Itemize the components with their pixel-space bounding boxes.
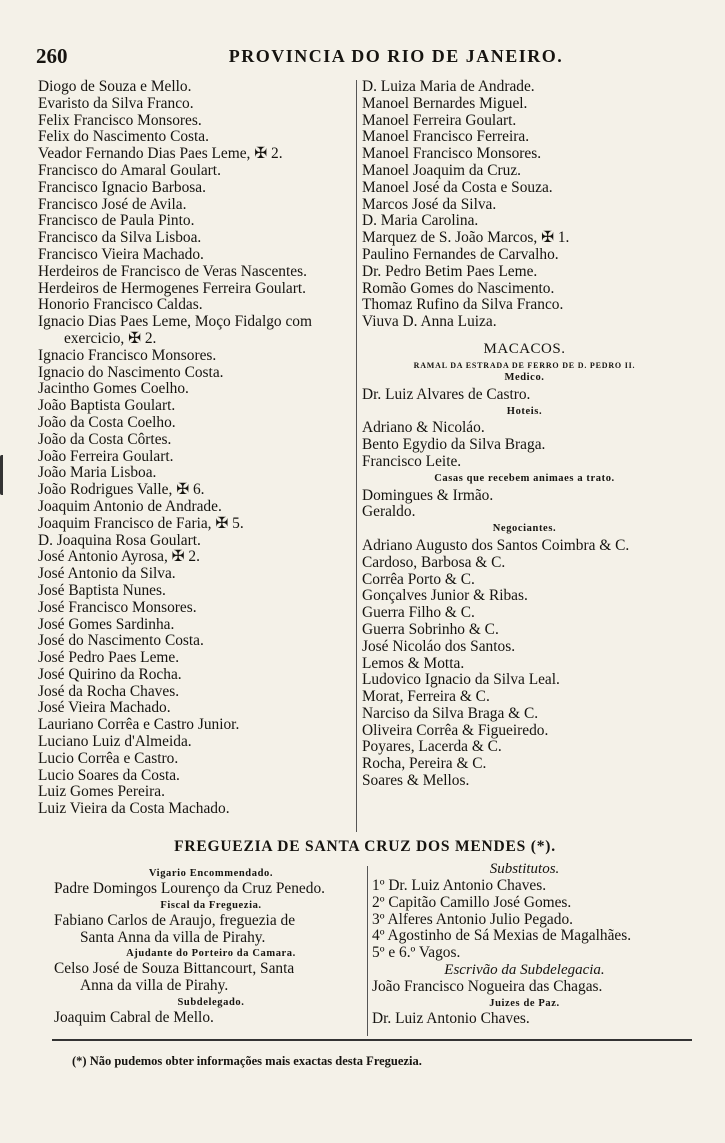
hotel-entry: Francisco Leite. — [362, 452, 462, 470]
name-entry: Herdeiros de Francisco de Veras Nascentes. — [38, 262, 307, 280]
name-entry: Francisco José de Avila. — [38, 195, 187, 213]
name-entry: Francisco da Silva Lisboa. — [38, 229, 202, 247]
name-entry: D. Joaquina Rosa Goulart. — [38, 531, 201, 549]
name-entry: Manoel Francisco Ferreira. — [362, 128, 530, 146]
casa-entry: Domingues & Irmão. — [362, 486, 494, 504]
name-entry: José Baptista Nunes. — [38, 581, 166, 599]
ajudante-line-1: Celso José de Souza Bittancourt, Santa — [54, 960, 295, 978]
negociante-entry: Oliveira Corrêa & Figueiredo. — [362, 721, 549, 739]
medico-heading: Medico. — [504, 371, 545, 383]
negociante-entry: Narciso da Silva Braga & C. — [362, 704, 539, 722]
name-entry: Luiz Gomes Pereira. — [38, 783, 165, 801]
casa-entry: Geraldo. — [362, 503, 416, 521]
name-entry: Lucio Soares da Costa. — [38, 766, 180, 784]
name-entry: Francisco Ignacio Barbosa. — [38, 178, 206, 196]
name-entry: José Gomes Sardinha. — [38, 615, 175, 633]
name-entry: Francisco de Paula Pinto. — [38, 212, 195, 230]
freguezia-title: FREGUEZIA DE SANTA CRUZ DOS MENDES (*). — [174, 838, 556, 855]
name-entry: João da Costa Coelho. — [38, 413, 176, 431]
name-entry: Manoel Ferreira Goulart. — [362, 111, 517, 129]
subdelegado-heading: Subdelegado. — [177, 996, 245, 1008]
name-entry: Diogo de Souza e Mello. — [38, 78, 192, 95]
name-entry: Lucio Corrêa e Castro. — [38, 749, 179, 767]
casas-list — [362, 488, 687, 522]
name-entry: Ignacio Dias Paes Leme, Moço Fidalgo com — [38, 313, 312, 331]
right-name-column — [362, 79, 687, 790]
name-entry: Luiz Vieira da Costa Machado. — [38, 800, 230, 818]
substituto-entry: 1º Dr. Luiz Antonio Chaves. — [372, 877, 547, 894]
name-entry: Felix Francisco Monsores. — [38, 111, 202, 129]
name-entry: Manoel Bernardes Miguel. — [362, 94, 528, 112]
name-entry: Honorio Francisco Caldas. — [38, 296, 203, 314]
name-entry: José Antonio Ayrosa, ✠ 2. — [38, 548, 200, 566]
negociante-entry: Cardoso, Barbosa & C. — [362, 553, 506, 571]
name-entry: João da Costa Côrtes. — [38, 430, 172, 448]
name-entry: João Ferreira Goulart. — [38, 447, 174, 465]
name-entry: Viuva D. Anna Luiza. — [362, 313, 497, 331]
substituto-entry: 3º Alferes Antonio Julio Pegado. — [372, 910, 573, 928]
medico-list — [362, 387, 687, 404]
juizes-heading: Juizes de Paz. — [489, 997, 560, 1009]
freguezia-left-column — [54, 866, 368, 1027]
negociantes-heading: Negociantes. — [492, 523, 557, 535]
escrivao-name: João Francisco Nogueira das Chagas. — [372, 977, 603, 995]
name-entry: José da Rocha Chaves. — [38, 682, 180, 700]
name-entry: Lauriano Corrêa e Castro Junior. — [38, 716, 240, 734]
substitutos-heading: Substitutos. — [489, 861, 560, 877]
name-entry: Romão Gomes do Nascimento. — [362, 279, 555, 297]
name-entry: Felix do Nascimento Costa. — [38, 128, 209, 146]
substituto-entry: 5º e 6.º Vagos. — [372, 944, 461, 962]
escrivao-heading: Escrivão da Subdelegacia. — [444, 961, 605, 978]
left-name-column — [38, 79, 353, 818]
name-entry: João Baptista Goulart. — [38, 397, 176, 415]
negociante-entry: José Nicoláo dos Santos. — [362, 637, 516, 655]
name-entry: José Francisco Monsores. — [38, 598, 197, 616]
hoteis-list — [362, 420, 687, 470]
name-entry: Ignacio do Nascimento Costa. — [38, 363, 224, 381]
name-entry: Marquez de S. João Marcos, ✠ 1. — [362, 229, 570, 247]
freguezia-divider — [367, 866, 368, 1036]
name-entry: Francisco do Amaral Goulart. — [38, 161, 221, 179]
name-entry: Joaquim Francisco de Faria, ✠ 5. — [38, 514, 244, 532]
name-entry: D. Luiza Maria de Andrade. — [362, 78, 535, 95]
negociante-entry: Adriano Augusto dos Santos Coimbra & C. — [362, 536, 630, 554]
substitutos-list — [372, 878, 677, 962]
name-entry: D. Maria Carolina. — [362, 212, 479, 230]
negociante-entry: Corrêa Porto & C. — [362, 570, 475, 588]
negociante-entry: Ludovico Ignacio da Silva Leal. — [362, 671, 560, 689]
casas-heading: Casas que recebem animaes a trato. — [434, 472, 615, 484]
negociante-entry: Guerra Filho & C. — [362, 604, 475, 622]
page-number: 260 — [36, 44, 68, 68]
name-entry: Dr. Pedro Betim Paes Leme. — [362, 262, 538, 280]
substituto-entry: 4º Agostinho de Sá Mexias de Magalhães. — [372, 927, 632, 945]
medico-entry: Dr. Luiz Alvares de Castro. — [362, 385, 531, 403]
subdelegado-name: Joaquim Cabral de Mello. — [54, 1008, 214, 1026]
footnote: (*) Não pudemos obter informações mais exactas desta Freguezia. — [72, 1054, 422, 1068]
name-entry: Manoel José da Costa e Souza. — [362, 178, 553, 196]
negociante-entry: Poyares, Lacerda & C. — [362, 738, 502, 756]
name-entry: Luciano Luiz d'Almeida. — [38, 733, 192, 751]
name-entry: Francisco Vieira Machado. — [38, 245, 204, 263]
name-entry: João Maria Lisboa. — [38, 464, 157, 482]
name-entry: José Antonio da Silva. — [38, 565, 176, 583]
negociante-entry: Lemos & Motta. — [362, 654, 465, 672]
name-entry: José do Nascimento Costa. — [38, 632, 204, 650]
name-entry: José Vieira Machado. — [38, 699, 171, 717]
name-entry: Jacintho Gomes Coelho. — [38, 380, 189, 398]
fiscal-heading: Fiscal da Freguezia. — [160, 899, 262, 911]
ajudante-line-2: Anna da villa de Pirahy. — [80, 977, 229, 995]
page-header — [36, 44, 696, 70]
negociante-entry: Guerra Sobrinho & C. — [362, 620, 499, 638]
name-entry: Herdeiros de Hermogenes Ferreira Goulart. — [38, 279, 306, 297]
name-entry: Joaquim Antonio de Andrade. — [38, 497, 222, 515]
name-entry: Veador Fernando Dias Paes Leme, ✠ 2. — [38, 145, 283, 163]
negociante-entry: Gonçalves Junior & Ribas. — [362, 587, 528, 605]
vigario-heading: Vigario Encommendado. — [148, 868, 274, 879]
freguezia-right-column — [372, 861, 677, 1028]
name-entry: Evaristo da Silva Franco. — [38, 94, 194, 112]
vigario-name: Padre Domingos Lourenço da Cruz Penedo. — [54, 880, 325, 897]
hotel-entry: Bento Egydio da Silva Braga. — [362, 436, 546, 454]
fiscal-line-1: Fabiano Carlos de Araujo, freguezia de — [54, 911, 296, 929]
name-entry: Thomaz Rufino da Silva Franco. — [362, 296, 564, 314]
name-entry: Ignacio Francisco Monsores. — [38, 346, 217, 364]
ajudante-heading: Ajudante do Porteiro da Camara. — [126, 948, 296, 960]
name-entry: Marcos José da Silva. — [362, 195, 497, 213]
footnote-rule — [52, 1039, 692, 1041]
name-entry: Manoel Francisco Monsores. — [362, 145, 542, 163]
name-entry: José Quirino da Rocha. — [38, 665, 182, 683]
name-entry: José Pedro Paes Leme. — [38, 649, 180, 667]
name-entry: exercicio, ✠ 2. — [64, 329, 157, 347]
hoteis-heading: Hoteis. — [506, 405, 543, 417]
name-entry: João Rodrigues Valle, ✠ 6. — [38, 481, 205, 499]
right-names-list — [362, 79, 687, 331]
negociantes-list — [362, 538, 687, 790]
negociante-entry: Rocha, Pereira & C. — [362, 755, 487, 773]
name-entry: Paulino Fernandes de Carvalho. — [362, 245, 559, 263]
hotel-entry: Adriano & Nicoláo. — [362, 419, 485, 437]
negociante-entry: Morat, Ferreira & C. — [362, 688, 490, 706]
name-entry: Manoel Joaquim da Cruz. — [362, 161, 522, 179]
running-head: PROVINCIA DO RIO DE JANEIRO. — [228, 46, 564, 66]
juizes-name: Dr. Luiz Antonio Chaves. — [372, 1009, 530, 1027]
fiscal-line-2: Santa Anna da villa de Pirahy. — [80, 928, 266, 946]
column-divider — [356, 80, 357, 832]
negociante-entry: Soares & Mellos. — [362, 772, 470, 790]
margin-mark — [0, 455, 9, 495]
macacos-title: MACACOS. — [483, 340, 566, 357]
macacos-subtitle: RAMAL DA ESTRADA DE FERRO DE D. PEDRO II. — [413, 360, 636, 370]
substituto-entry: 2º Capitão Camillo José Gomes. — [372, 893, 572, 911]
